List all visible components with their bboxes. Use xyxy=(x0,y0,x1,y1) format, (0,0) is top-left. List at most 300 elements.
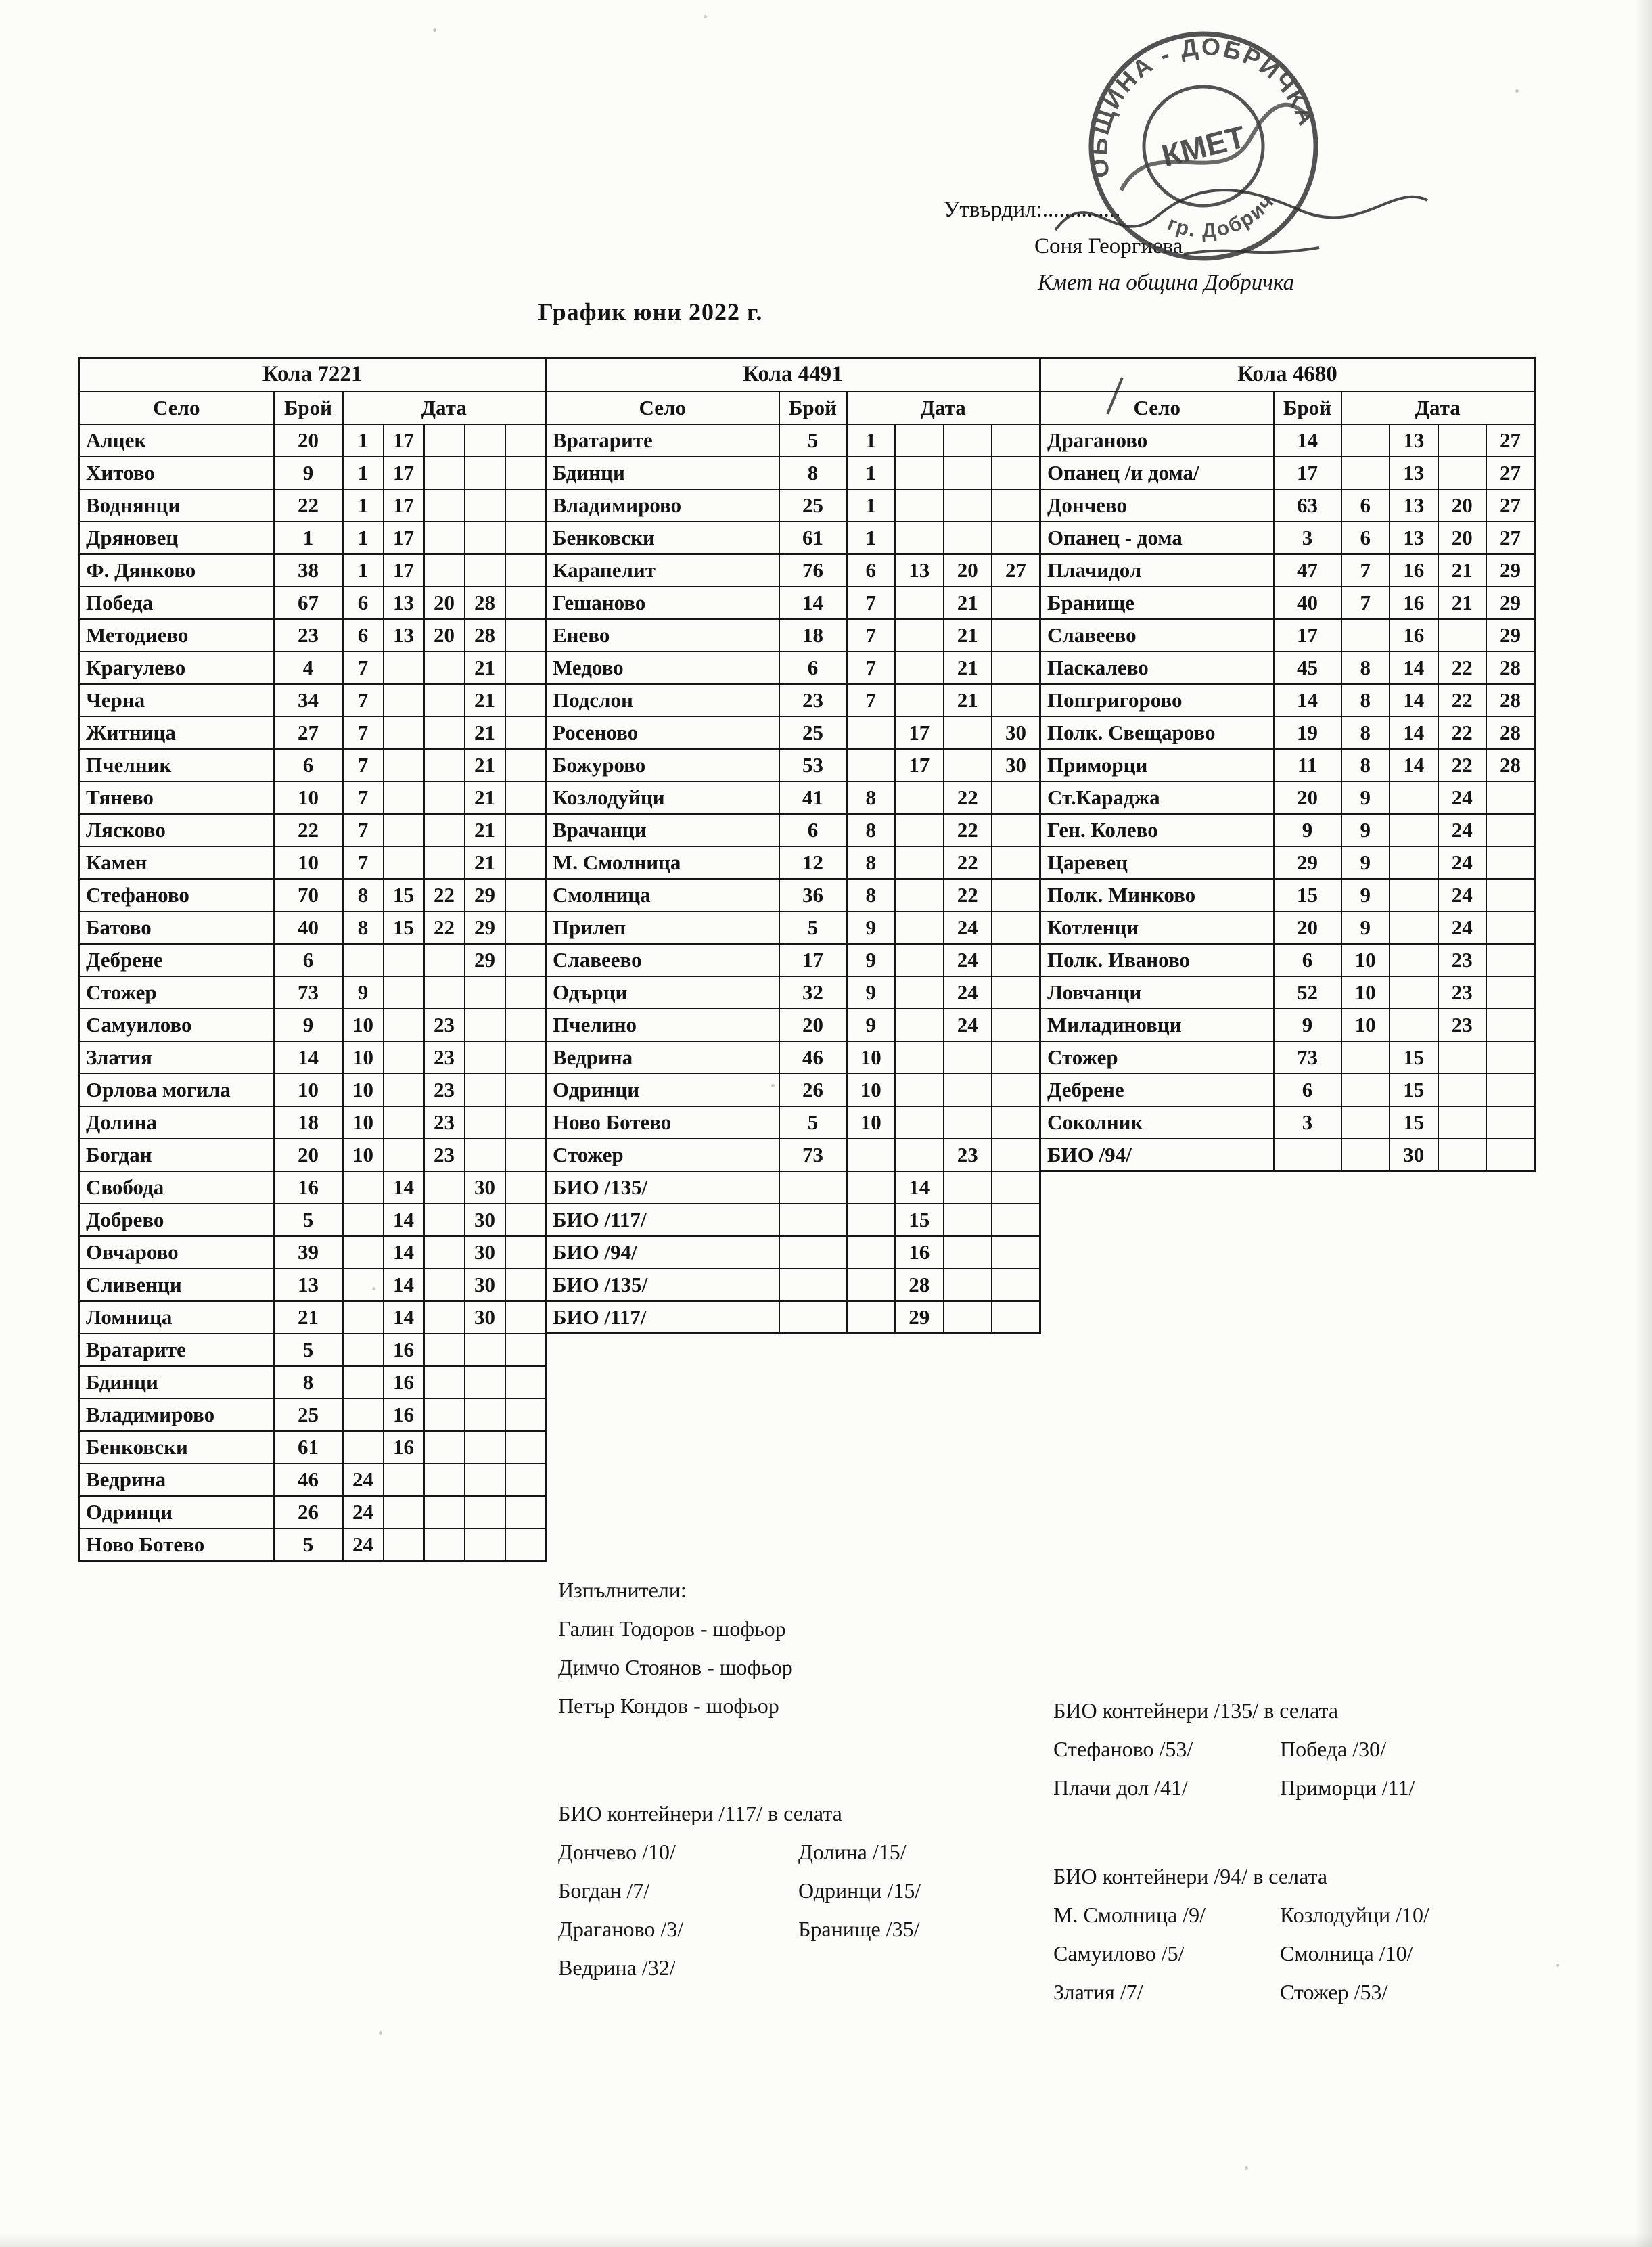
date-cell xyxy=(505,1334,546,1366)
date-cell: 9 xyxy=(1341,911,1390,944)
table-row xyxy=(79,781,546,814)
date-cell: 24 xyxy=(944,944,992,976)
date-cell xyxy=(505,1139,546,1171)
schedule-table-kola-4680 xyxy=(1039,357,1536,1172)
date-cell xyxy=(505,1399,546,1431)
date-cell: 9 xyxy=(847,911,896,944)
date-cell xyxy=(847,1139,896,1171)
table-row xyxy=(79,1431,546,1463)
date-cell xyxy=(895,781,944,814)
col-header-village: Село xyxy=(79,392,274,424)
count-cell: 63 xyxy=(1274,489,1341,522)
count-cell: 10 xyxy=(274,1074,343,1106)
table-row xyxy=(79,846,546,879)
village-cell: Ген. Колево xyxy=(1040,814,1274,846)
table-row xyxy=(79,1366,546,1399)
date-cell: 24 xyxy=(944,1009,992,1041)
village-cell: Черна xyxy=(79,684,274,717)
column-header-row xyxy=(1040,392,1535,424)
date-cell: 22 xyxy=(1438,652,1487,684)
table-title-row xyxy=(79,358,546,392)
date-cell xyxy=(895,1074,944,1106)
count-cell: 6 xyxy=(1274,944,1341,976)
table-row xyxy=(79,522,546,554)
date-cell xyxy=(944,1171,992,1204)
date-cell xyxy=(424,1269,465,1301)
date-cell xyxy=(465,1009,505,1041)
executors-list xyxy=(558,1610,793,1725)
date-cell xyxy=(505,749,546,781)
date-cell xyxy=(465,1431,505,1463)
village-cell: Батово xyxy=(79,911,274,944)
date-cell xyxy=(895,457,944,489)
date-cell xyxy=(847,1171,896,1204)
date-cell xyxy=(505,587,546,619)
village-cell: Добрево xyxy=(79,1204,274,1236)
date-cell xyxy=(505,652,546,684)
scan-edge-bottom xyxy=(0,2233,1652,2247)
date-cell xyxy=(1438,457,1487,489)
text-line: Долина /15/ xyxy=(798,1840,907,1864)
date-cell xyxy=(424,457,465,489)
table-row xyxy=(79,1204,546,1236)
count-cell: 25 xyxy=(274,1399,343,1431)
count-cell: 73 xyxy=(274,976,343,1009)
table-row xyxy=(546,457,1040,489)
date-cell: 16 xyxy=(1390,619,1438,652)
date-cell xyxy=(424,1236,465,1269)
date-cell xyxy=(424,1528,465,1561)
date-cell xyxy=(384,781,424,814)
village-cell: Златия xyxy=(79,1041,274,1074)
date-cell xyxy=(1341,457,1390,489)
text-line: Победа /30/ xyxy=(1280,1737,1387,1761)
date-cell: 15 xyxy=(1390,1041,1438,1074)
date-cell: 6 xyxy=(343,587,384,619)
date-cell: 23 xyxy=(424,1009,465,1041)
village-cell: Плачидол xyxy=(1040,554,1274,587)
village-cell: Енево xyxy=(546,619,779,652)
date-cell: 28 xyxy=(1486,684,1535,717)
date-cell xyxy=(847,1269,896,1301)
village-cell: Полк. Иваново xyxy=(1040,944,1274,976)
count-cell: 20 xyxy=(274,1139,343,1171)
village-cell: Победа xyxy=(79,587,274,619)
signature-scribble xyxy=(1015,135,1448,338)
table-row xyxy=(546,489,1040,522)
count-cell: 13 xyxy=(274,1269,343,1301)
date-cell xyxy=(1438,619,1487,652)
village-cell: Славеево xyxy=(1040,619,1274,652)
table-row xyxy=(79,1171,546,1204)
count-cell: 61 xyxy=(274,1431,343,1463)
date-cell: 23 xyxy=(1438,944,1487,976)
table-row xyxy=(79,652,546,684)
date-cell xyxy=(424,652,465,684)
date-cell xyxy=(465,554,505,587)
approver-name: Соня Георгиева xyxy=(1034,234,1183,258)
date-cell xyxy=(1438,1139,1487,1171)
table-row xyxy=(1040,1106,1535,1139)
date-cell xyxy=(465,1366,505,1399)
date-cell xyxy=(895,814,944,846)
count-cell: 26 xyxy=(779,1074,847,1106)
count-cell: 32 xyxy=(779,976,847,1009)
date-cell xyxy=(895,1106,944,1139)
date-cell: 24 xyxy=(1438,879,1487,911)
date-cell xyxy=(505,814,546,846)
date-cell xyxy=(944,1106,992,1139)
date-cell: 23 xyxy=(1438,1009,1487,1041)
date-cell: 13 xyxy=(384,619,424,652)
date-cell: 21 xyxy=(944,619,992,652)
date-cell: 27 xyxy=(1486,424,1535,457)
village-cell: М. Смолница xyxy=(546,846,779,879)
date-cell: 15 xyxy=(1390,1074,1438,1106)
date-cell xyxy=(424,976,465,1009)
village-cell: Славеево xyxy=(546,944,779,976)
text-line: Одринци /15/ xyxy=(798,1878,921,1903)
bio-135-right-column xyxy=(1280,1730,1415,1807)
date-cell: 30 xyxy=(992,717,1040,749)
date-cell: 16 xyxy=(384,1399,424,1431)
count-cell: 47 xyxy=(1274,554,1341,587)
date-cell: 1 xyxy=(343,457,384,489)
village-cell: БИО /135/ xyxy=(546,1171,779,1204)
table-title: Кола 4680 xyxy=(1040,358,1535,392)
village-cell: Врачанци xyxy=(546,814,779,846)
table-row xyxy=(1040,489,1535,522)
date-cell: 7 xyxy=(1341,587,1390,619)
date-cell: 27 xyxy=(1486,522,1535,554)
table-row xyxy=(1040,424,1535,457)
count-cell: 46 xyxy=(779,1041,847,1074)
date-cell xyxy=(505,684,546,717)
table-row xyxy=(1040,814,1535,846)
count-cell: 70 xyxy=(274,879,343,911)
date-cell xyxy=(505,717,546,749)
date-cell xyxy=(1341,1106,1390,1139)
date-cell xyxy=(384,749,424,781)
date-cell xyxy=(384,1463,424,1496)
table-row xyxy=(79,944,546,976)
schedule-table-kola-7221 xyxy=(78,357,547,1562)
count-cell: 1 xyxy=(274,522,343,554)
date-cell xyxy=(424,1399,465,1431)
date-cell: 24 xyxy=(1438,814,1487,846)
village-cell: Ведрина xyxy=(546,1041,779,1074)
village-cell: Божурово xyxy=(546,749,779,781)
date-cell: 15 xyxy=(384,879,424,911)
date-cell xyxy=(384,944,424,976)
date-cell xyxy=(1390,814,1438,846)
col-header-village: Село xyxy=(546,392,779,424)
date-cell: 10 xyxy=(343,1041,384,1074)
count-cell: 3 xyxy=(1274,1106,1341,1139)
date-cell xyxy=(505,619,546,652)
date-cell: 24 xyxy=(944,911,992,944)
executors-block xyxy=(558,1571,793,1725)
date-cell xyxy=(384,1041,424,1074)
date-cell: 29 xyxy=(1486,554,1535,587)
village-cell: Камен xyxy=(79,846,274,879)
date-cell xyxy=(424,1171,465,1204)
count-cell: 73 xyxy=(1274,1041,1341,1074)
date-cell: 8 xyxy=(1341,749,1390,781)
table-row xyxy=(79,717,546,749)
date-cell: 21 xyxy=(1438,587,1487,619)
date-cell xyxy=(944,749,992,781)
date-cell xyxy=(505,781,546,814)
date-cell xyxy=(1390,976,1438,1009)
date-cell: 29 xyxy=(895,1301,944,1334)
date-cell xyxy=(944,1041,992,1074)
table-row xyxy=(546,1204,1040,1236)
date-cell xyxy=(1390,1009,1438,1041)
village-cell: Крагулево xyxy=(79,652,274,684)
count-cell xyxy=(779,1171,847,1204)
date-cell: 24 xyxy=(343,1463,384,1496)
date-cell: 20 xyxy=(944,554,992,587)
table-row xyxy=(546,781,1040,814)
date-cell: 22 xyxy=(944,879,992,911)
date-cell xyxy=(505,522,546,554)
count-cell: 4 xyxy=(274,652,343,684)
table-row xyxy=(546,522,1040,554)
date-cell xyxy=(1341,1139,1390,1171)
village-cell: Орлова могила xyxy=(79,1074,274,1106)
date-cell: 1 xyxy=(343,554,384,587)
date-cell: 17 xyxy=(895,717,944,749)
date-cell: 6 xyxy=(343,619,384,652)
stamp-center-text: КМЕТ xyxy=(1157,118,1249,174)
date-cell xyxy=(505,1496,546,1528)
table-row xyxy=(79,1399,546,1431)
date-cell: 21 xyxy=(465,781,505,814)
date-cell xyxy=(424,1463,465,1496)
bio-117-title: БИО контейнери /117/ в селата xyxy=(558,1801,842,1825)
table-row xyxy=(79,814,546,846)
date-cell xyxy=(1486,879,1535,911)
date-cell: 14 xyxy=(384,1171,424,1204)
table-row xyxy=(1040,619,1535,652)
count-cell: 17 xyxy=(779,944,847,976)
date-cell xyxy=(505,1171,546,1204)
date-cell: 24 xyxy=(343,1528,384,1561)
date-cell xyxy=(992,684,1040,717)
date-cell: 30 xyxy=(465,1301,505,1334)
village-cell: Долина xyxy=(79,1106,274,1139)
count-cell: 52 xyxy=(1274,976,1341,1009)
village-cell: БИО /135/ xyxy=(546,1269,779,1301)
count-cell: 36 xyxy=(779,879,847,911)
date-cell: 8 xyxy=(847,879,896,911)
date-cell: 10 xyxy=(343,1139,384,1171)
date-cell: 16 xyxy=(895,1236,944,1269)
date-cell xyxy=(343,1269,384,1301)
date-cell xyxy=(895,489,944,522)
village-cell: Миладиновци xyxy=(1040,1009,1274,1041)
date-cell xyxy=(505,1463,546,1496)
date-cell xyxy=(465,1074,505,1106)
date-cell: 24 xyxy=(343,1496,384,1528)
date-cell: 8 xyxy=(847,781,896,814)
date-cell xyxy=(384,1528,424,1561)
village-cell: Житница xyxy=(79,717,274,749)
date-cell xyxy=(505,944,546,976)
date-cell xyxy=(505,1041,546,1074)
date-cell xyxy=(1438,1074,1487,1106)
date-cell: 17 xyxy=(384,424,424,457)
date-cell xyxy=(944,1301,992,1334)
date-cell xyxy=(1486,814,1535,846)
date-cell xyxy=(1486,1074,1535,1106)
date-cell: 13 xyxy=(1390,424,1438,457)
date-cell: 15 xyxy=(384,911,424,944)
village-cell: Дебрене xyxy=(1040,1074,1274,1106)
count-cell: 45 xyxy=(1274,652,1341,684)
stamp-ring-text-bottom: гр. Добрич xyxy=(1164,189,1279,243)
col-header-date: Дата xyxy=(847,392,1040,424)
date-cell xyxy=(992,522,1040,554)
text-line: Дончево /10/ xyxy=(558,1840,676,1864)
table-row xyxy=(546,1301,1040,1334)
date-cell xyxy=(384,684,424,717)
date-cell: 22 xyxy=(424,879,465,911)
col-header-count: Брой xyxy=(1274,392,1341,424)
date-cell xyxy=(424,1431,465,1463)
table-row xyxy=(79,1269,546,1301)
date-cell: 22 xyxy=(944,846,992,879)
date-cell xyxy=(505,489,546,522)
date-cell: 7 xyxy=(847,619,896,652)
text-line: Златия /7/ xyxy=(1053,1980,1143,2004)
date-cell: 22 xyxy=(944,814,992,846)
date-cell: 10 xyxy=(847,1041,896,1074)
date-cell: 30 xyxy=(1390,1139,1438,1171)
count-cell: 38 xyxy=(274,554,343,587)
village-cell: Котленци xyxy=(1040,911,1274,944)
village-cell: Богдан xyxy=(79,1139,274,1171)
schedule-table-kola-4491 xyxy=(545,357,1041,1334)
village-cell: Ф. Дянково xyxy=(79,554,274,587)
date-cell: 14 xyxy=(1390,684,1438,717)
count-cell xyxy=(779,1236,847,1269)
date-cell xyxy=(505,846,546,879)
table-row xyxy=(79,1334,546,1366)
table-row xyxy=(1040,717,1535,749)
date-cell: 17 xyxy=(384,457,424,489)
date-cell: 24 xyxy=(1438,846,1487,879)
count-cell: 5 xyxy=(274,1528,343,1561)
date-cell xyxy=(992,814,1040,846)
date-cell xyxy=(384,846,424,879)
count-cell: 67 xyxy=(274,587,343,619)
date-cell: 10 xyxy=(1341,976,1390,1009)
count-cell: 39 xyxy=(274,1236,343,1269)
date-cell xyxy=(424,1204,465,1236)
date-cell: 21 xyxy=(465,684,505,717)
date-cell: 30 xyxy=(992,749,1040,781)
date-cell: 17 xyxy=(384,554,424,587)
date-cell: 6 xyxy=(847,554,896,587)
text-line: Стожер /53/ xyxy=(1280,1980,1388,2004)
date-cell: 1 xyxy=(343,522,384,554)
date-cell: 22 xyxy=(424,911,465,944)
date-cell: 7 xyxy=(343,846,384,879)
date-cell xyxy=(384,1106,424,1139)
count-cell: 15 xyxy=(1274,879,1341,911)
date-cell xyxy=(424,554,465,587)
date-cell xyxy=(505,879,546,911)
count-cell: 22 xyxy=(274,489,343,522)
count-cell: 23 xyxy=(274,619,343,652)
count-cell: 25 xyxy=(779,717,847,749)
count-cell: 12 xyxy=(779,846,847,879)
bio-94-left-column xyxy=(1053,1896,1280,2012)
village-cell: Царевец xyxy=(1040,846,1274,879)
table-row xyxy=(79,1496,546,1528)
scan-specks xyxy=(433,28,436,32)
table-row xyxy=(79,911,546,944)
table-row xyxy=(546,1041,1040,1074)
date-cell xyxy=(424,424,465,457)
date-cell xyxy=(1341,1041,1390,1074)
document-title: График юни 2022 г. xyxy=(538,298,763,325)
count-cell: 41 xyxy=(779,781,847,814)
count-cell: 14 xyxy=(1274,424,1341,457)
table-row xyxy=(546,846,1040,879)
date-cell: 7 xyxy=(1341,554,1390,587)
date-cell xyxy=(343,1171,384,1204)
date-cell: 1 xyxy=(847,522,896,554)
date-cell xyxy=(944,424,992,457)
count-cell: 9 xyxy=(274,457,343,489)
text-line: Плачи дол /41/ xyxy=(1053,1775,1188,1800)
date-cell xyxy=(505,424,546,457)
table-row xyxy=(1040,781,1535,814)
village-cell: Алцек xyxy=(79,424,274,457)
village-cell: Стефаново xyxy=(79,879,274,911)
date-cell xyxy=(424,1334,465,1366)
date-cell: 10 xyxy=(343,1009,384,1041)
table-title-row xyxy=(1040,358,1535,392)
table-row xyxy=(79,976,546,1009)
count-cell: 5 xyxy=(779,1106,847,1139)
date-cell xyxy=(424,717,465,749)
date-cell xyxy=(992,1074,1040,1106)
table-row xyxy=(79,424,546,457)
date-cell xyxy=(1486,1139,1535,1171)
date-cell xyxy=(505,1366,546,1399)
date-cell xyxy=(343,1366,384,1399)
date-cell xyxy=(465,1106,505,1139)
date-cell xyxy=(343,944,384,976)
count-cell: 9 xyxy=(274,1009,343,1041)
date-cell: 7 xyxy=(847,587,896,619)
date-cell: 10 xyxy=(343,1074,384,1106)
table-row xyxy=(79,1041,546,1074)
col-header-village: Село xyxy=(1040,392,1274,424)
village-cell: Вратарите xyxy=(79,1334,274,1366)
table-row xyxy=(546,717,1040,749)
date-cell xyxy=(424,846,465,879)
village-cell: Опанец - дома xyxy=(1040,522,1274,554)
bio-94-right-column xyxy=(1280,1896,1429,2012)
date-cell xyxy=(992,1236,1040,1269)
count-cell: 40 xyxy=(1274,587,1341,619)
count-cell xyxy=(1274,1139,1341,1171)
